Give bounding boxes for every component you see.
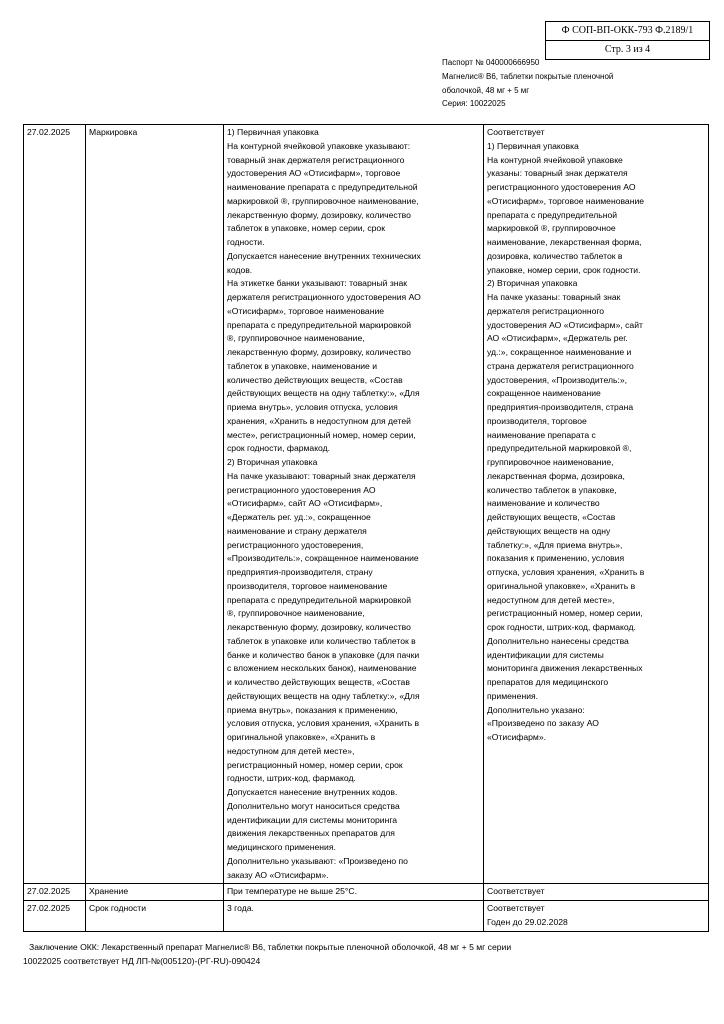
- text-line: оригинальной упаковке», «Хранить в: [487, 580, 636, 591]
- text-line: Дополнительно нанесены средства: [487, 635, 629, 646]
- text-line: регистрационный номер, номер серии, срок: [227, 759, 403, 770]
- text-line: лекарственную форму, дозировку, количество: [227, 209, 411, 220]
- row-date: 27.02.2025: [24, 125, 86, 884]
- text-line: «Производитель:», сокращенное наименование: [227, 553, 419, 564]
- text-line: Допускается нанесение внутренних технических: [227, 250, 421, 261]
- row-requirement: [224, 125, 484, 884]
- text-line: Дополнительно указано:: [487, 704, 585, 715]
- row-requirement: [224, 884, 484, 901]
- passport-number: Паспорт № 040000666950: [442, 58, 540, 67]
- form-code: Ф СОП-ВП-ОКК-793 Ф.2189/1: [561, 25, 694, 36]
- text-line: приема внутрь», показания к применению,: [227, 704, 398, 715]
- text-line: При температуре не выше 25°С.: [227, 886, 357, 897]
- row-parameter: Хранение: [86, 884, 224, 901]
- conclusion: [23, 940, 708, 968]
- text-line: лекарственную форму, дозировку, количество: [227, 622, 411, 632]
- text-line: приема внутрь», условия отпуска, условия: [227, 402, 398, 412]
- row-result: [484, 901, 709, 932]
- text-line: показания к применению, условия: [487, 553, 625, 564]
- text-line: удостоверения, «Производитель:»,: [487, 374, 628, 385]
- text-line: Допускается нанесение внутренних кодов.: [227, 787, 398, 797]
- table-row-shelf-life: [24, 901, 709, 932]
- text-line: «Произведено по заказу АО: [487, 718, 599, 729]
- text-line: дозировка, количество таблеток в: [487, 250, 623, 261]
- text-line: На контурной ячейковой упаковке указывают:: [227, 140, 411, 151]
- text-line: срок годности, штрих-код, фармакод.: [487, 622, 636, 632]
- text-line: упаковке, номер серии, срок годности.: [487, 264, 641, 275]
- text-line: АО «Отисифарм», «Держатель рег.: [487, 333, 628, 344]
- product-name-line2: оболочкой, 48 мг + 5 мг: [442, 85, 530, 95]
- text-line: «Отисифарм», торговое наименование: [227, 305, 385, 316]
- text-line: Годен до 29.02.2028: [487, 916, 568, 927]
- text-line: идентификации для системы: [487, 649, 604, 660]
- text-line: мониторинга движения лекарственных: [487, 663, 643, 674]
- text-line: Соответствует: [487, 886, 545, 897]
- text-line: месте», регистрационный номер, номер серии,: [227, 429, 416, 440]
- text-line: Соответствует: [487, 903, 545, 913]
- text-line: Дополнительно указывают: «Произведено по: [227, 855, 408, 866]
- text-line: наименование препарата с: [487, 429, 596, 440]
- text-line: с вложением нескольких банок), наименование: [227, 663, 417, 674]
- text-line: маркировкой ®, группировочное: [487, 223, 616, 234]
- text-line: действующих веществ на одну таблетку:», «Для: [227, 388, 420, 399]
- text-line: годности.: [227, 237, 265, 247]
- text-line: применения.: [487, 690, 539, 701]
- text-line: хранения, «Хранить в недоступном для детей: [227, 415, 411, 426]
- text-line: Соответствует: [487, 127, 545, 137]
- passport-info: [442, 56, 712, 111]
- product-name-line1: Магнелис® B6, таблетки покрытые пленочной: [442, 71, 614, 81]
- text-line: держателя регистрационного: [487, 305, 605, 316]
- text-line: наименование и количество: [487, 498, 600, 509]
- row-parameter: Срок годности: [86, 901, 224, 932]
- text-line: 3 года.: [227, 903, 254, 913]
- text-line: производителя, торговое наименование: [227, 580, 388, 591]
- text-line: товарный знак держателя регистрационного: [227, 154, 405, 165]
- text-line: уд.:», сокращенное наименование и: [487, 347, 632, 357]
- text-line: количество действующих веществ, «Состав: [227, 374, 403, 385]
- text-line: регистрационный номер, номер серии,: [487, 608, 643, 619]
- text-line: таблеток в упаковке, наименование и: [227, 360, 378, 371]
- text-line: На пачке указаны: товарный знак: [487, 292, 621, 302]
- conclusion-line1: Заключение ОКК: Лекарственный препарат Магнелис® B6, таблетки покрытые пленочной оболочкой, 48 мг + 5 мг серии: [29, 942, 512, 952]
- text-line: таблетку:», «Для приема внутрь»,: [487, 539, 623, 550]
- text-line: препарата с предупредительной: [487, 209, 618, 220]
- text-line: 1) Первичная упаковка: [487, 140, 579, 151]
- text-line: указаны: товарный знак держателя: [487, 168, 628, 179]
- text-line: На этикетке банки указывают: товарный знак: [227, 278, 408, 289]
- text-line: лекарственная форма, дозировка,: [487, 470, 625, 481]
- text-line: срок годности, фармакод.: [227, 443, 331, 454]
- table-row-marking: [24, 125, 709, 884]
- text-line: «Держатель рег. уд.:», сокращенное: [227, 512, 371, 522]
- table-row-storage: [24, 884, 709, 901]
- text-line: идентификации для системы мониторинга: [227, 814, 398, 825]
- text-line: таблеток в упаковке, номер серии, срок: [227, 223, 385, 234]
- text-line: движения лекарственных препаратов для: [227, 828, 395, 839]
- text-line: условия отпуска, условия хранения, «Хранить в: [227, 718, 420, 729]
- text-line: группировочное наименование,: [487, 457, 614, 467]
- text-line: страна держателя регистрационного: [487, 360, 634, 371]
- row-requirement: [224, 901, 484, 932]
- text-line: недоступном для детей месте»,: [227, 745, 355, 756]
- row-date: 27.02.2025: [24, 901, 86, 932]
- text-line: наименование и страну держателя: [227, 525, 367, 536]
- text-line: недоступном для детей месте»,: [487, 594, 615, 605]
- text-line: регистрационного удостоверения АО: [227, 484, 376, 495]
- text-line: препарата с предупредительной маркировкой: [227, 319, 412, 330]
- text-line: действующих веществ, «Состав: [487, 512, 616, 522]
- text-line: ®, группировочное наименование,: [227, 333, 365, 344]
- text-line: наименование препарата с предупредительной: [227, 182, 418, 192]
- text-line: сокращенное наименование: [487, 388, 601, 399]
- text-line: «Отисифарм», сайт АО «Отисифарм»,: [227, 498, 383, 509]
- row-date: 27.02.2025: [24, 884, 86, 901]
- test-results-table: [23, 124, 709, 932]
- text-line: маркировкой ®, группировочное наименование,: [227, 195, 419, 206]
- text-line: предприятия-производителя, страну: [227, 567, 373, 577]
- text-line: банке и количество банок в упаковке (для пачки: [227, 649, 420, 660]
- text-line: лекарственную форму, дозировку, количество: [227, 347, 411, 357]
- text-line: На контурной ячейковой упаковке: [487, 154, 623, 165]
- text-line: препаратов для медицинского: [487, 677, 609, 687]
- row-result: [484, 125, 709, 884]
- page-number: Стр. 3 из 4: [546, 40, 709, 59]
- conclusion-line2: 10022025 соответствует НД ЛП-№(005120)-(РГ-RU)-090424: [23, 956, 261, 966]
- text-line: предприятия-производителя, страна: [487, 402, 634, 412]
- text-line: регистрационного удостоверения АО: [487, 182, 636, 192]
- text-line: удостоверения АО «Отисифарм», торговое: [227, 168, 401, 179]
- text-line: ®, группировочное наименование,: [227, 608, 365, 619]
- batch-number: Серия: 10022025: [442, 99, 506, 109]
- row-result: [484, 884, 709, 901]
- text-line: «Отисифарм».: [487, 732, 547, 742]
- text-line: и количество действующих веществ, «Состав: [227, 677, 410, 687]
- text-line: производителя, торговое: [487, 415, 587, 426]
- text-line: наименование, лекарственная форма,: [487, 237, 642, 247]
- text-line: таблеток в упаковке или количество таблеток в: [227, 635, 416, 646]
- text-line: препарата с предупредительной маркировкой: [227, 594, 412, 605]
- text-line: количество таблеток в упаковке,: [487, 484, 617, 495]
- text-line: 2) Вторичная упаковка: [487, 278, 578, 289]
- text-line: удостоверения АО «Отисифарм», сайт: [487, 319, 643, 330]
- text-line: 2) Вторичная упаковка: [227, 457, 318, 467]
- text-line: держателя регистрационного удостоверения АО: [227, 292, 421, 302]
- text-line: медицинского применения.: [227, 842, 336, 852]
- text-line: действующих веществ на одну: [487, 525, 611, 536]
- text-line: заказу АО «Отисифарм».: [227, 869, 329, 880]
- text-line: регистрационного удостоверения,: [227, 539, 364, 550]
- text-line: На пачке указывают: товарный знак держателя: [227, 470, 416, 481]
- text-line: предупредительной маркировкой ®,: [487, 443, 632, 454]
- text-line: кодов.: [227, 264, 253, 275]
- text-line: действующих веществ на одну таблетку:», «Для: [227, 690, 420, 701]
- text-line: Дополнительно могут наноситься средства: [227, 800, 400, 811]
- text-line: 1) Первичная упаковка: [227, 127, 319, 137]
- form-code-stamp: [545, 21, 710, 60]
- text-line: оригинальной упаковке», «Хранить в: [227, 732, 376, 742]
- row-parameter: Маркировка: [86, 125, 224, 884]
- text-line: отпуска, условия хранения, «Хранить в: [487, 567, 645, 577]
- text-line: «Отисифарм», торговое наименование: [487, 195, 645, 206]
- text-line: годности, штрих-код, фармакод.: [227, 773, 356, 784]
